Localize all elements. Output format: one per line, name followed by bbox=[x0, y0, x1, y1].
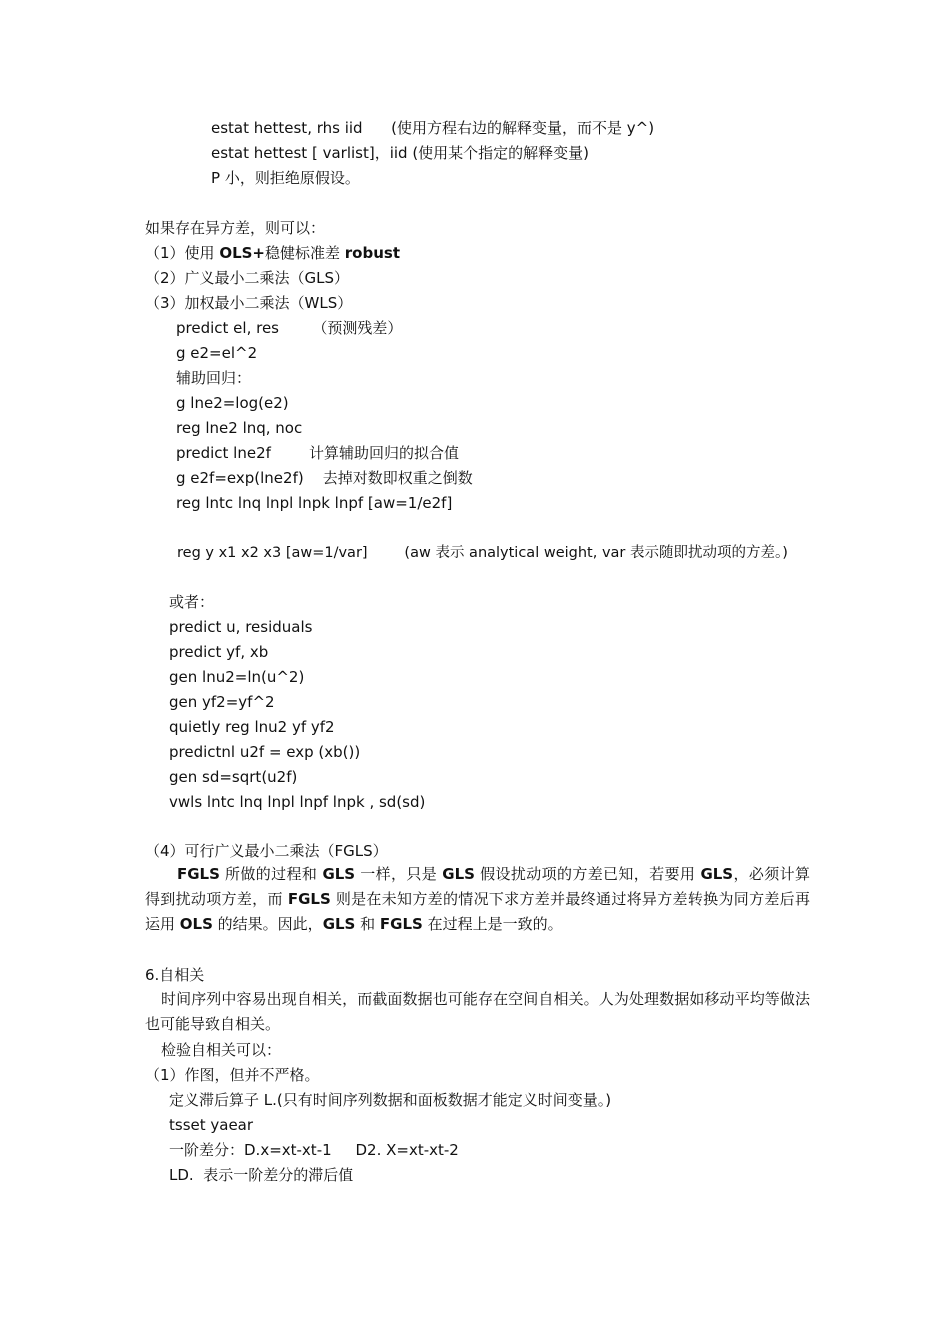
code-line: gen yf2=yf^2 bbox=[169, 693, 275, 711]
list-item: （3）加权最小二乘法（WLS） bbox=[145, 294, 353, 312]
list-item: （4）可行广义最小二乘法（FGLS） bbox=[145, 842, 388, 860]
list-item: （1）作图，但并不严格。 bbox=[145, 1066, 320, 1084]
code-line: predict el, res （预测残差） bbox=[176, 319, 403, 337]
code-line: gen lnu2=ln(u^2) bbox=[169, 668, 305, 686]
fgls-paragraph: FGLS 所做的过程和 GLS 一样，只是 GLS 假设扰动项的方差已知，若要用 GLS，必须计算得到扰动项方差，而 FGLS 则是在未知方差的情况下求方差并最终通过将异方差转换为同方差后再运用 OLS 的结果。因此，GLS 和 FGLS 在过程上是一致的。 bbox=[145, 865, 810, 933]
code-line: estat hettest [ varlist]，iid (使用某个指定的解释变量) bbox=[211, 144, 590, 162]
list-item: （1）使用 OLS+稳健标准差 robust bbox=[145, 244, 400, 262]
list-item: （2）广义最小二乘法（GLS） bbox=[145, 269, 350, 287]
text-line: 定义滞后算子 L.(只有时间序列数据和面板数据才能定义时间变量。) bbox=[169, 1091, 612, 1109]
code-line: predict u, residuals bbox=[169, 618, 313, 636]
text-line: 或者： bbox=[169, 593, 215, 611]
text-line: P 小，则拒绝原假设。 bbox=[211, 169, 360, 187]
text-line: 检验自相关可以： bbox=[161, 1041, 282, 1059]
code-line: gen sd=sqrt(u2f) bbox=[169, 768, 298, 786]
code-line: vwls lntc lnq lnpl lnpf lnpk , sd(sd) bbox=[169, 793, 426, 811]
text-line: LD. 表示一阶差分的滞后值 bbox=[169, 1166, 354, 1184]
code-line: reg lntc lnq lnpl lnpk lnpf [aw=1/e2f] bbox=[176, 494, 453, 512]
code-line: g e2=el^2 bbox=[176, 344, 258, 362]
section-intro: 如果存在异方差，则可以： bbox=[145, 219, 326, 237]
code-line: reg lne2 lnq, noc bbox=[176, 419, 303, 437]
code-line: predictnl u2f = exp (xb()) bbox=[169, 743, 361, 761]
code-line: estat hettest, rhs iid (使用方程右边的解释变量，而不是 y^) bbox=[211, 119, 655, 137]
code-line: g e2f=exp(lne2f) 去掉对数即权重之倒数 bbox=[176, 469, 473, 487]
code-line: reg y x1 x2 x3 [aw=1/var] (aw 表示 analytical weight, var 表示随即扰动项的方差。) bbox=[177, 545, 788, 561]
code-line: tsset yaear bbox=[169, 1116, 254, 1134]
code-line: predict lne2f 计算辅助回归的拟合值 bbox=[176, 444, 460, 462]
code-line: predict yf, xb bbox=[169, 643, 269, 661]
autocorr-paragraph: 时间序列中容易出现自相关，而截面数据也可能存在空间自相关。人为处理数据如移动平均等做法也可能导致自相关。 bbox=[145, 990, 810, 1033]
code-line: 辅助回归： bbox=[176, 369, 252, 387]
code-line: quietly reg lnu2 yf yf2 bbox=[169, 718, 335, 736]
text-line: 一阶差分：D.x=xt-xt-1 D2. X=xt-xt-2 bbox=[169, 1141, 459, 1159]
section-heading: 6.自相关 bbox=[145, 966, 205, 984]
code-line: g lne2=log(e2) bbox=[176, 394, 289, 412]
